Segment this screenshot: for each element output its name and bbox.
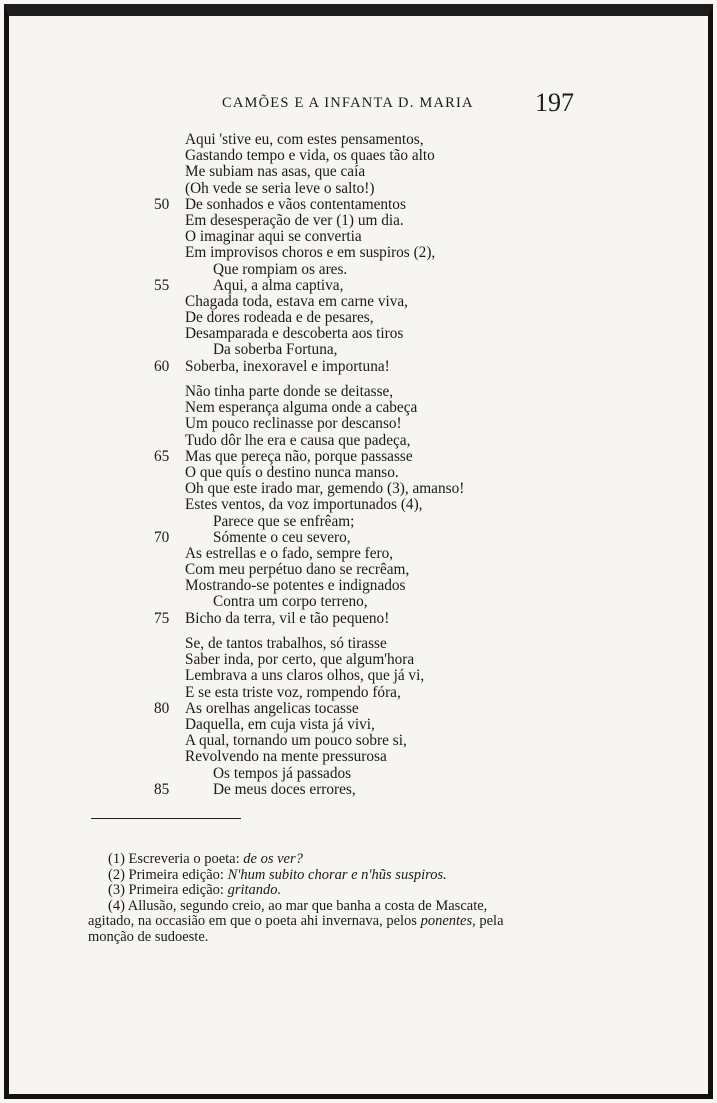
verse-text: A qual, tornando um pouco sobre si, <box>185 732 407 750</box>
footnote-prefix: (4) Allusão, segundo creio, ao mar que banha a costa de Mascate, <box>108 897 488 914</box>
verse-text: Tudo dôr lhe era e causa que padeça, <box>185 431 411 449</box>
verse-line <box>0 384 717 400</box>
verse-line <box>0 717 717 733</box>
line-number: 70 <box>154 528 170 546</box>
verse-text: Os tempos já passados <box>213 764 352 782</box>
verse-line <box>0 148 717 164</box>
footnotes <box>88 852 568 946</box>
footnote-prefix: (3) Primeira edição: <box>108 882 228 899</box>
footnote-line <box>88 868 568 884</box>
verse-line <box>0 611 717 627</box>
verse-line <box>0 262 717 278</box>
line-number: 80 <box>154 699 170 717</box>
verse-text: Da soberba Fortuna, <box>213 341 338 359</box>
verse-text: Estes ventos, da voz importunados (4), <box>185 496 423 514</box>
verse-line <box>0 481 717 497</box>
verse-line <box>0 562 717 578</box>
line-number: 75 <box>154 609 170 627</box>
verse-text: Aqui, a alma captiva, <box>213 276 344 294</box>
verse-text: Lembrava a uns claros olhos, que já vi, <box>185 667 425 685</box>
verse-line <box>0 530 717 546</box>
verse-line <box>0 310 717 326</box>
verse-line <box>0 465 717 481</box>
verse-text: Nem esperança alguma onde a cabeça <box>185 399 418 417</box>
verse-text: Sómente o ceu severo, <box>213 528 351 546</box>
verse-line <box>0 636 717 652</box>
verse-text: De meus doces errores, <box>213 780 356 798</box>
verse-line <box>0 766 717 782</box>
verse-text: Mostrando-se potentes e indignados <box>185 577 406 595</box>
verse-text: O que quís o destino nunca manso. <box>185 463 399 481</box>
verse-text: Gastando tempo e vida, os quaes tão alto <box>185 147 435 165</box>
verse-text: Em desesperação de ver (1) um dia. <box>185 211 404 229</box>
verse-text: Parece que se enfrêam; <box>213 512 355 530</box>
verse-text: Em improvisos choros e em suspiros (2), <box>185 244 436 262</box>
verse-line <box>0 433 717 449</box>
footnote-line <box>88 852 568 868</box>
line-number: 55 <box>154 276 170 294</box>
verse-text: Revolvendo na mente pressurosa <box>185 748 387 766</box>
verse-line <box>0 733 717 749</box>
verse-line <box>0 416 717 432</box>
verse-text: De sonhados e vãos contentamentos <box>185 195 406 213</box>
footnote-rule <box>91 818 241 819</box>
verse-line <box>0 213 717 229</box>
verse-line <box>0 342 717 358</box>
verse-line <box>0 497 717 513</box>
verse-text: Não tinha parte donde se deitasse, <box>185 383 394 400</box>
verse-text: Com meu perpétuo dano se recrêam, <box>185 561 410 579</box>
verse-line <box>0 245 717 261</box>
verse-text: E se esta triste voz, rompendo fóra, <box>185 683 401 701</box>
verse-line <box>0 749 717 765</box>
verse-text: (Oh vede se seria leve o salto!) <box>185 179 375 197</box>
verse-line <box>0 359 717 375</box>
verse-text: Oh que este irado mar, gemendo (3), amanso! <box>185 480 465 498</box>
verse-line <box>0 132 717 148</box>
footnote-italic: ponentes, <box>420 913 476 930</box>
verse-text: De dores rodeada e de pesares, <box>185 309 374 327</box>
verse-line <box>0 278 717 294</box>
verse-text: Um pouco reclinasse por descanso! <box>185 415 402 433</box>
verse-text: Saber inda, por certo, que algum'hora <box>185 651 415 669</box>
verse-text: Chagada toda, estava em carne viva, <box>185 292 408 310</box>
stanza <box>0 636 717 798</box>
stanza <box>0 384 717 627</box>
footnote-suffix: pela <box>475 913 504 930</box>
verse-text: Daquella, em cuja vista já vivi, <box>185 715 375 733</box>
verse-line <box>0 294 717 310</box>
verse-text: Bicho da terra, vil e tão pequeno! <box>185 609 390 627</box>
verse-line <box>0 546 717 562</box>
verse-text: Contra um corpo terreno, <box>213 593 368 611</box>
verse-line <box>0 652 717 668</box>
verse-line <box>0 594 717 610</box>
verse-text: O imaginar aqui se convertia <box>185 228 362 246</box>
verse-text: Mas que pereça não, porque passasse <box>185 447 413 465</box>
verse-line <box>0 400 717 416</box>
verse-line <box>0 701 717 717</box>
footnote-line <box>88 899 568 915</box>
stanza <box>0 132 717 375</box>
verse-text: Me subiam nas asas, que caía <box>185 163 366 181</box>
verse-line <box>0 164 717 180</box>
verse-line <box>0 181 717 197</box>
verse-line <box>0 229 717 245</box>
line-number: 85 <box>154 780 170 798</box>
footnote-line <box>88 883 568 899</box>
line-number: 50 <box>154 195 170 213</box>
verse-line <box>0 197 717 213</box>
line-number: 60 <box>154 357 170 375</box>
footnote-line <box>88 930 568 946</box>
line-number: 65 <box>154 447 170 465</box>
footnote-italic: gritando. <box>227 882 282 899</box>
verse-line <box>0 668 717 684</box>
page-number: 197 <box>535 88 574 117</box>
verse-line <box>0 326 717 342</box>
footnote-prefix: (2) Primeira edição: <box>108 866 228 883</box>
footnote-prefix: agitado, na occasião em que o poeta ahi invernava, pelos <box>88 913 421 930</box>
footnote-line <box>88 914 568 930</box>
verse-line <box>0 514 717 530</box>
footnote-prefix: monção de sudoeste. <box>88 928 209 945</box>
verse-text: As orelhas angelicas tocasse <box>185 699 359 717</box>
verse-text: Se, de tantos trabalhos, só tirasse <box>185 635 387 652</box>
running-title: CAMÕES E A INFANTA D. MARIA <box>222 95 474 111</box>
footnote-prefix: (1) Escreveria o poeta: <box>108 851 244 867</box>
verse-line <box>0 449 717 465</box>
verse-text: Que rompiam os ares. <box>213 260 348 278</box>
verse-text: As estrellas e o fado, sempre fero, <box>185 544 394 562</box>
verse-text: Aqui 'stive eu, com estes pensamentos, <box>185 131 424 148</box>
footnote-italic: de os ver? <box>243 851 303 867</box>
verse-line <box>0 578 717 594</box>
verse-text: Soberba, inexoravel e importuna! <box>185 357 390 375</box>
verse-text: Desamparada e descoberta aos tiros <box>185 325 404 343</box>
verse-line <box>0 685 717 701</box>
footnote-italic: N'hum subito chorar e n'hũs suspiros. <box>227 866 447 883</box>
verse-line <box>0 782 717 798</box>
